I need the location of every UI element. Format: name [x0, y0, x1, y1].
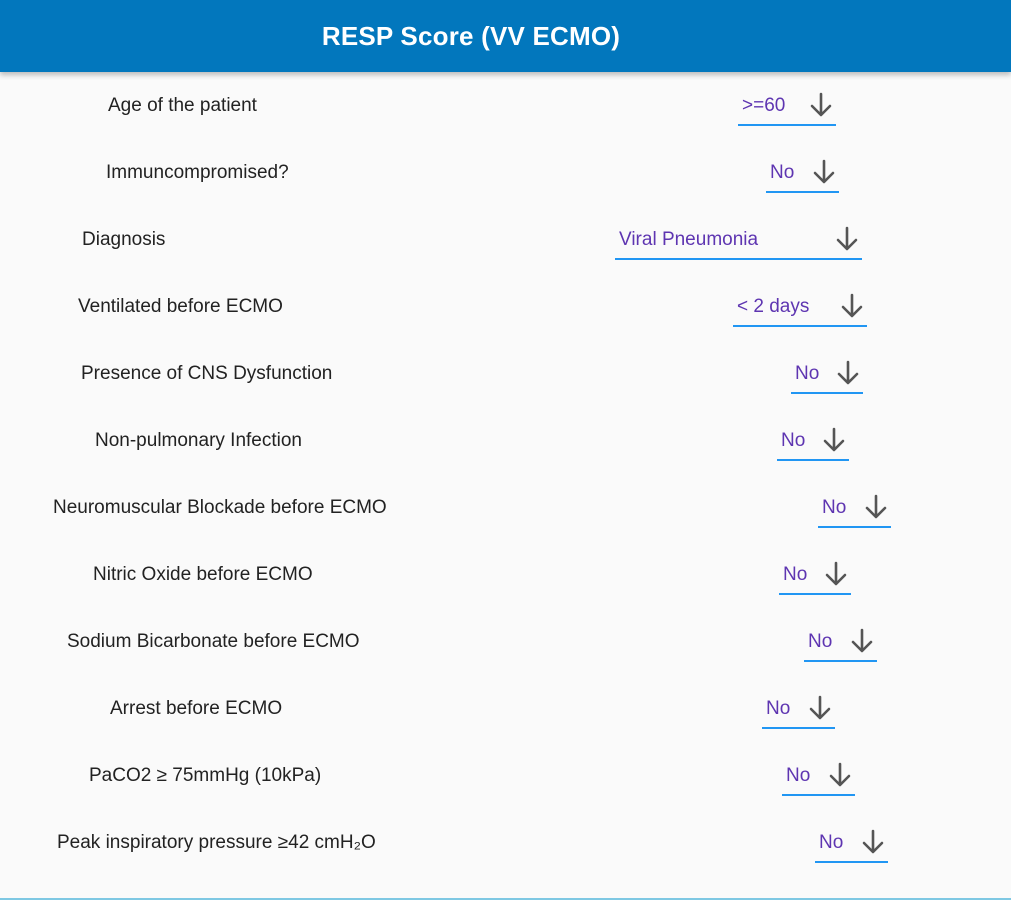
neuromuscular-blockade-label: Neuromuscular Blockade before ECMO [53, 497, 387, 518]
arrest-dropdown[interactable] [762, 687, 835, 729]
non-pulmonary-infection-label: Non-pulmonary Infection [95, 430, 302, 451]
peak-inspiratory-pressure-value: No [819, 832, 844, 853]
peak-inspiratory-pressure-dropdown[interactable] [815, 821, 888, 863]
arrow-down-icon [827, 761, 853, 789]
app-bar [0, 0, 1011, 72]
diagnosis-dropdown[interactable] [615, 218, 862, 260]
non-pulmonary-infection-dropdown[interactable] [777, 419, 849, 461]
arrow-down-icon [807, 694, 833, 722]
field-row-diagnosis [0, 206, 1011, 273]
field-row-paco2 [0, 742, 1011, 809]
nitric-oxide-dropdown[interactable] [779, 553, 851, 595]
field-row-neuromuscular-blockade [0, 474, 1011, 541]
nitric-oxide-value: No [783, 564, 808, 585]
age-dropdown[interactable] [738, 84, 836, 126]
arrow-down-icon [860, 828, 886, 856]
field-row-arrest [0, 675, 1011, 742]
field-row-immunocompromised [0, 139, 1011, 206]
nitric-oxide-label: Nitric Oxide before ECMO [93, 564, 313, 585]
page-title: RESP Score (VV ECMO) [321, 21, 621, 51]
diagnosis-label: Diagnosis [82, 229, 166, 250]
field-row-sodium-bicarbonate [0, 608, 1011, 675]
form-content [0, 72, 1011, 898]
cns-dysfunction-dropdown[interactable] [791, 352, 863, 394]
peak-inspiratory-pressure-label: Peak inspiratory pressure ≥42 cmH₂O [57, 832, 376, 853]
field-row-peak-inspiratory-pressure [0, 809, 1011, 876]
ventilated-value: < 2 days [737, 296, 810, 317]
field-row-cns-dysfunction [0, 340, 1011, 407]
sodium-bicarbonate-label: Sodium Bicarbonate before ECMO [67, 631, 360, 652]
field-row-age [0, 72, 1011, 139]
paco2-label: PaCO2 ≥ 75mmHg (10kPa) [89, 765, 322, 786]
arrow-down-icon [808, 91, 834, 119]
immunocompromised-value: No [770, 162, 795, 183]
neuromuscular-blockade-dropdown[interactable] [818, 486, 891, 528]
immunocompromised-label: Immuncompromised? [106, 162, 289, 183]
arrow-down-icon [835, 359, 861, 387]
age-label: Age of the patient [108, 95, 257, 116]
ventilated-label: Ventilated before ECMO [78, 296, 283, 317]
cns-dysfunction-label: Presence of CNS Dysfunction [81, 363, 333, 384]
field-row-nitric-oxide [0, 541, 1011, 608]
immunocompromised-dropdown[interactable] [766, 151, 839, 193]
diagnosis-value: Viral Pneumonia [619, 229, 759, 250]
arrow-down-icon [823, 560, 849, 588]
field-row-ventilated [0, 273, 1011, 340]
arrow-down-icon [834, 225, 860, 253]
neuromuscular-blockade-value: No [822, 497, 847, 518]
arrow-down-icon [811, 158, 837, 186]
field-row-non-pulmonary-infection [0, 407, 1011, 474]
paco2-value: No [786, 765, 811, 786]
arrow-down-icon [821, 426, 847, 454]
ventilated-dropdown[interactable] [733, 285, 867, 327]
non-pulmonary-infection-value: No [781, 430, 806, 451]
sodium-bicarbonate-dropdown[interactable] [804, 620, 877, 662]
cns-dysfunction-value: No [795, 363, 820, 384]
paco2-dropdown[interactable] [782, 754, 855, 796]
sodium-bicarbonate-value: No [808, 631, 833, 652]
arrow-down-icon [863, 493, 889, 521]
arrest-label: Arrest before ECMO [110, 698, 283, 719]
arrow-down-icon [849, 627, 875, 655]
arrow-down-icon [839, 292, 865, 320]
arrest-value: No [766, 698, 791, 719]
age-value: >=60 [742, 95, 786, 116]
